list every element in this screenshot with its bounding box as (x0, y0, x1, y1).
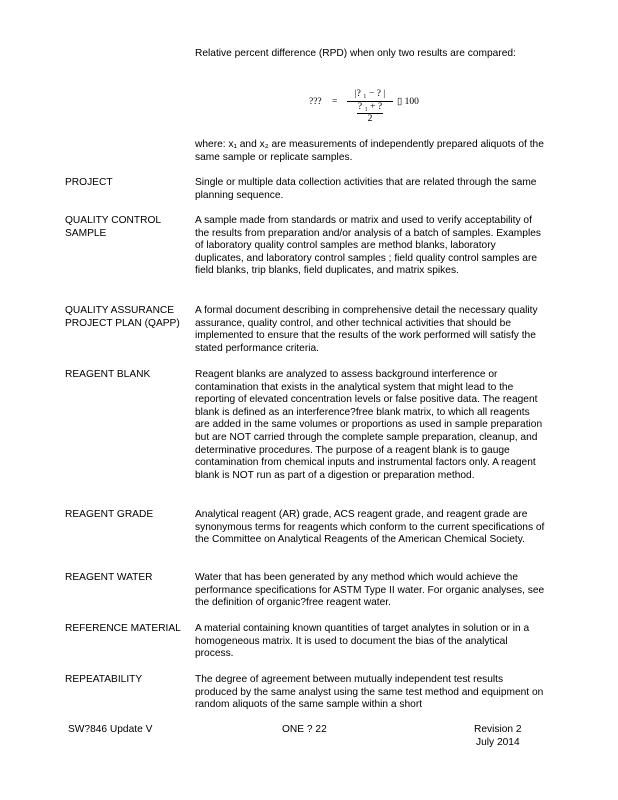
formula-lhs: ??? (309, 97, 322, 107)
definition-project: Single or multiple data collection activities that are related through the same planning sequence. (195, 177, 537, 201)
formula-equals: = (332, 97, 338, 107)
definition-reagent-grade: Analytical reagent (AR) grade, ACS reagent grade, and reagent grade are synonymous terms for reagents which conform to the current specifications of the Committee on Analytical Reagents of the American Chemical Society. (195, 509, 545, 546)
rpd-formula (305, 88, 435, 128)
term-reference-material: REFERENCE MATERIAL (65, 623, 181, 634)
footer-date: July 2014 (476, 737, 520, 748)
formula-numerator: |? ₁ − ? | (354, 89, 386, 99)
term-reagent-blank: REAGENT BLANK (65, 369, 151, 380)
rpd-intro: Relative percent difference (RPD) when only two results are compared: (195, 48, 516, 59)
term-qapp: QUALITY ASSURANCE PROJECT PLAN (QAPP) (65, 305, 180, 329)
formula-times-100: ▯ 100 (397, 97, 419, 107)
term-reagent-water: REAGENT WATER (65, 572, 153, 583)
term-repeatability: REPEATABILITY (65, 674, 143, 685)
term-reagent-grade: REAGENT GRADE (65, 509, 154, 520)
rpd-where-text: where: x₁ and x₂ are measurements of independently prepared aliquots of the same sample or replicate samples. (195, 139, 544, 163)
footer-page-number: ONE ? 22 (282, 724, 327, 735)
definition-repeatability: The degree of agreement between mutually independent test results produced by the same analyst using the same test method and equipment on random aliquots of the same sample within a short (195, 674, 544, 711)
formula-denominator-bottom: 2 (367, 114, 373, 124)
term-quality-control-sample: QUALITY CONTROL SAMPLE (65, 215, 161, 239)
definition-qapp: A formal document describing in comprehensive detail the necessary quality assurance, quality control, and other technical activities that should be implemented to ensure that the results of the work performed will satisfy the stated performance criteria. (195, 305, 538, 354)
term-project: PROJECT (65, 177, 113, 188)
definition-reagent-blank: Reagent blanks are analyzed to assess background interference or contamination that exists in the analytical system that might lead to the reporting of elevated concentration levels or false positive data. The reagent blank is defined as an interference?free blank matrix, to which all reagents are added in the same volumes or proportions as used in sample preparation but are NOT carried through the complete sample preparation, cleanup, and determinative procedures. The purpose of a reagent blank is to gauge contamination from chemical inputs and instrumental factors only. A reagent blank is NOT run as part of a digestion or preparation method. (195, 369, 543, 481)
formula-denominator-top: ? ₁ + ? (357, 102, 383, 112)
definition-reagent-water: Water that has been generated by any method which would achieve the performance specifications for ASTM Type II water. For organic analyses, see the definition of organic?free reagent water. (195, 572, 545, 609)
definition-reference-material: A material containing known quantities of target analytes in solution or in a homogeneous matrix. It is used to document the bias of the analytical process. (195, 623, 530, 660)
footer-document-id: SW?846 Update V (68, 724, 153, 735)
definition-quality-control-sample: A sample made from standards or matrix and used to verify acceptability of the results from preparation and/or analysis of a batch of samples. Examples of laboratory quality control samples are method blanks, laboratory duplicates, and laboratory control samples ; field quality control samples are field blanks, trip blanks, field duplicates, and matrix spikes. (195, 215, 541, 277)
footer-revision: Revision 2 (474, 724, 522, 735)
